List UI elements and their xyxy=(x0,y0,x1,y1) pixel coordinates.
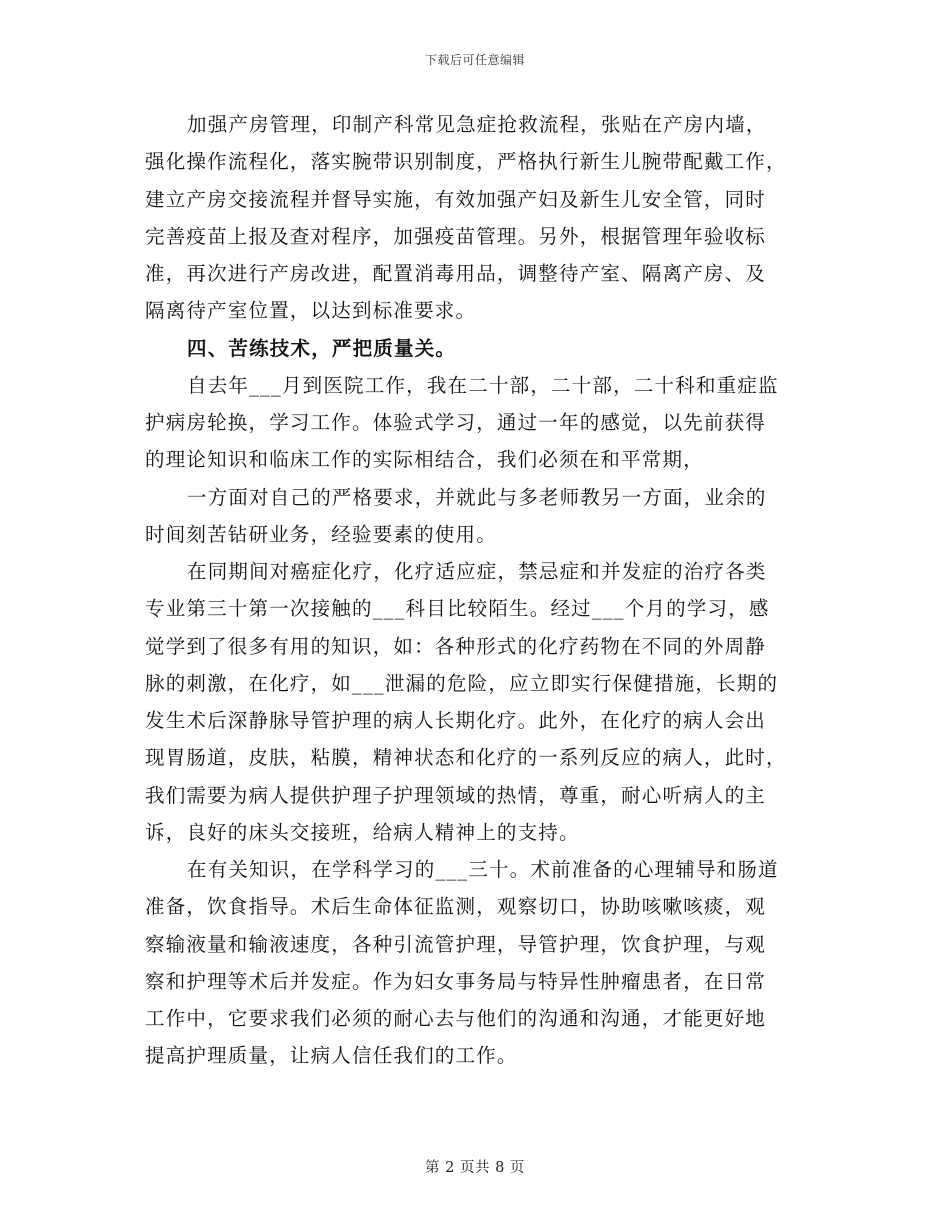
text-line: 准备，饮食指导。术后生命体征监测，观察切口，协助咳嗽咳痰，观 xyxy=(145,895,767,919)
paragraph xyxy=(145,479,807,554)
text-line: 诉，良好的床头交接班，给病人精神上的支持。 xyxy=(145,820,580,844)
text-line: 察输液量和输液速度，各种引流管护理，导管护理，饮食护理，与观 xyxy=(145,932,767,956)
text-line: 加强产房管理，印制产科常见急症抢救流程，张贴在产房内墙， xyxy=(187,113,767,136)
text-line: 脉的刺激，在化疗，如___泄漏的危险，应立即实行保健措施，长期的 xyxy=(145,671,779,695)
text-line: 完善疫苗上报及查对程序，加强疫苗管理。另外，根据管理年验收标 xyxy=(145,224,767,248)
text-line: 发生术后深静脉导管护理的病人长期化疗。此外，在化疗的病人会出 xyxy=(145,709,767,732)
heading-line: 四、苦练技术，严把质量关。 xyxy=(187,336,457,360)
paragraph xyxy=(145,367,807,479)
text-line: 专业第三十第一次接触的___科目比较陌生。经过___个月的学习，感 xyxy=(145,597,770,621)
text-line: 工作中，它要求我们必须的耐心去与他们的沟通和沟通，才能更好地 xyxy=(145,1007,767,1030)
document-body xyxy=(145,106,807,1075)
paragraph xyxy=(145,851,807,1075)
text-line: 提高护理质量，让病人信任我们的工作。 xyxy=(145,1044,518,1068)
page-footer: 第 2 页共 8 页 xyxy=(425,1160,525,1176)
text-line: 时间刻苦钻研业务，经验要素的使用。 xyxy=(145,522,497,546)
paragraph xyxy=(145,106,807,330)
text-line: 察和护理等术后并发症。作为妇女事务局与特异性肿瘤患者，在日常 xyxy=(145,969,767,993)
text-line: 护病房轮换，学习工作。体验式学习，通过一年的感觉，以先前获得 xyxy=(145,411,767,434)
text-line: 准，再次进行产房改进，配置消毒用品，调整待产室、隔离产房、及 xyxy=(145,262,767,285)
text-line: 建立产房交接流程并督导实施，有效加强产妇及新生儿安全管，同时 xyxy=(145,187,767,211)
text-line: 自去年___月到医院工作，我在二十部，二十部，二十科和重症监 xyxy=(187,373,779,397)
text-line: 的理论知识和临床工作的实际相结合，我们必须在和平常期， xyxy=(145,448,704,472)
text-line: 一方面对自己的严格要求，并就此与多老师教另一方面，业余的 xyxy=(187,485,767,509)
text-line: 现胃肠道，皮肤，粘膜，精神状态和化疗的一系列反应的病人，此时， xyxy=(145,746,787,770)
text-line: 觉学到了很多有用的知识，如：各种形式的化疗药物在不同的外周静 xyxy=(145,634,767,658)
text-line: 强化操作流程化，落实腕带识别制度，严格执行新生儿腕带配戴工作， xyxy=(145,150,787,174)
page-header: 下载后可任意编辑 xyxy=(424,53,525,67)
text-line: 我们需要为病人提供护理子护理领域的热情，尊重，耐心听病人的主 xyxy=(145,783,767,807)
paragraph xyxy=(145,553,807,851)
text-line: 在有关知识，在学科学习的___三十。术前准备的心理辅导和肠道 xyxy=(187,858,779,881)
text-line: 隔离待产室位置，以达到标准要求。 xyxy=(145,299,477,323)
section-heading xyxy=(145,330,807,367)
text-line: 在同期间对癌症化疗，化疗适应症，禁忌症和并发症的治疗各类 xyxy=(187,560,767,583)
